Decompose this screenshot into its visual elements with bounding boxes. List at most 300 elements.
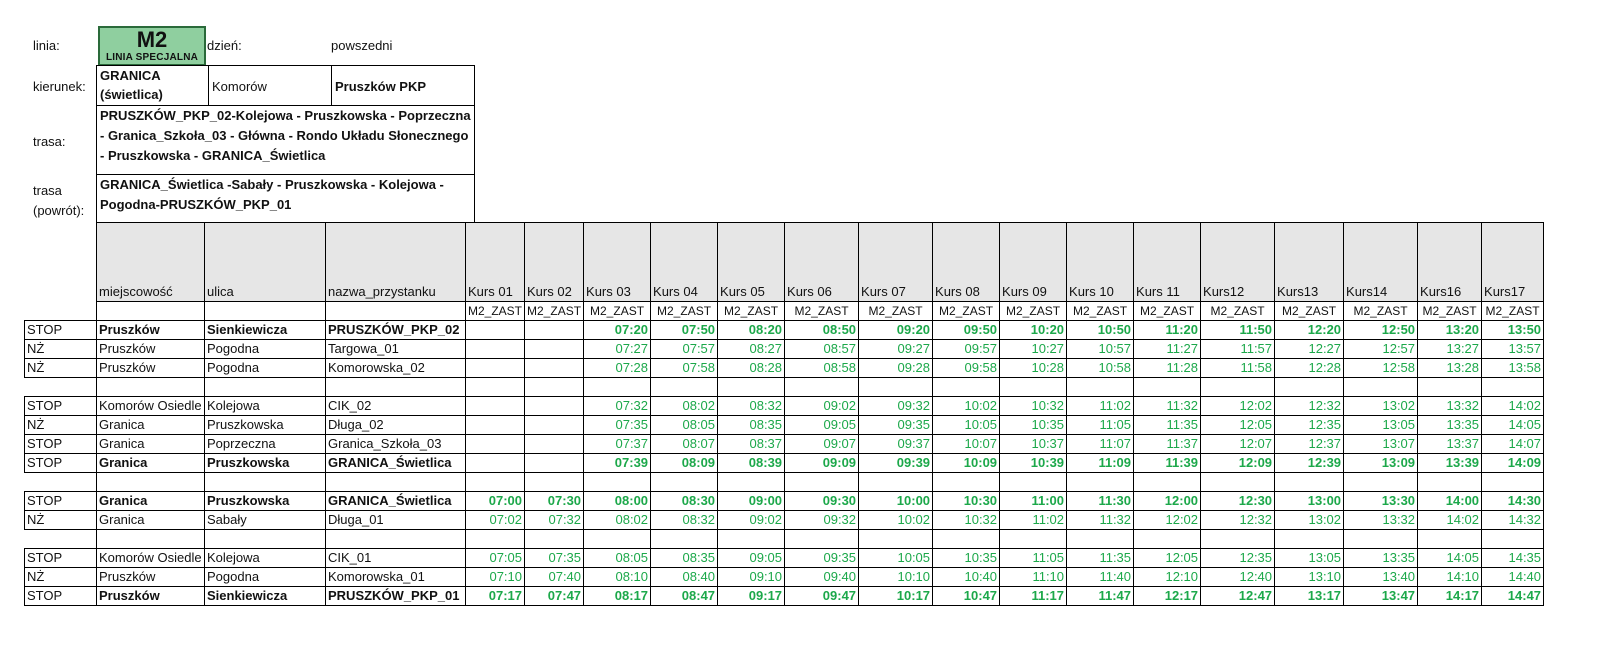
departure-time: 09:05 <box>785 416 859 435</box>
stop-type: STOP <box>25 587 97 606</box>
header-kurs: Kurs12 <box>1201 223 1275 302</box>
departure-time <box>525 416 584 435</box>
departure-time: 10:47 <box>933 587 1000 606</box>
departure-time: 09:02 <box>718 511 785 530</box>
departure-time: 11:02 <box>1000 511 1067 530</box>
departure-time: 12:35 <box>1275 416 1344 435</box>
gap-cell <box>584 473 651 492</box>
departure-time: 07:32 <box>525 511 584 530</box>
zast-label: M2_ZAST <box>525 302 584 321</box>
stop-row <box>25 416 1544 435</box>
departure-time: 10:09 <box>933 454 1000 473</box>
zast-label: M2_ZAST <box>1344 302 1418 321</box>
gap-cell <box>97 530 205 549</box>
kierunek-komorow: Komorów <box>208 65 332 106</box>
departure-time: 09:47 <box>785 587 859 606</box>
departure-time: 07:39 <box>584 454 651 473</box>
stop-ulica: Kolejowa <box>205 397 326 416</box>
dzien-label: dzień: <box>207 38 242 53</box>
zast-label: M2_ZAST <box>651 302 718 321</box>
departure-time: 09:30 <box>785 492 859 511</box>
departure-time: 14:07 <box>1482 435 1544 454</box>
departure-time: 13:35 <box>1418 416 1482 435</box>
departure-time: 11:35 <box>1134 416 1201 435</box>
stop-miejscowosc: Pruszków <box>97 587 205 606</box>
departure-time: 13:10 <box>1275 568 1344 587</box>
header-kurs: Kurs 02 <box>525 223 584 302</box>
departure-time: 10:32 <box>933 511 1000 530</box>
departure-time: 12:28 <box>1275 359 1344 378</box>
departure-time: 08:35 <box>651 549 718 568</box>
trasa-powrot-label: trasa (powrót): <box>33 183 85 218</box>
departure-time: 13:32 <box>1418 397 1482 416</box>
departure-time: 11:28 <box>1134 359 1201 378</box>
stop-miejscowosc: Pruszków <box>97 340 205 359</box>
departure-time: 10:20 <box>1000 321 1067 340</box>
gap-row <box>25 378 1544 397</box>
gap-cell <box>205 530 326 549</box>
departure-time: 13:00 <box>1275 492 1344 511</box>
departure-time: 11:39 <box>1134 454 1201 473</box>
stop-nazwa: Granica_Szkoła_03 <box>326 435 466 454</box>
departure-time: 12:40 <box>1201 568 1275 587</box>
departure-time: 13:09 <box>1344 454 1418 473</box>
departure-time: 13:05 <box>1344 416 1418 435</box>
gap-cell <box>933 473 1000 492</box>
departure-time: 10:00 <box>859 492 933 511</box>
departure-time: 08:32 <box>651 511 718 530</box>
departure-time: 10:39 <box>1000 454 1067 473</box>
departure-time: 08:02 <box>584 511 651 530</box>
departure-time: 13:07 <box>1344 435 1418 454</box>
departure-time: 13:28 <box>1418 359 1482 378</box>
departure-time: 09:05 <box>718 549 785 568</box>
stop-ulica: Pruszkowska <box>205 454 326 473</box>
gap-blank-cell <box>25 530 97 549</box>
departure-time: 08:58 <box>785 359 859 378</box>
departure-time: 07:35 <box>584 416 651 435</box>
gap-cell <box>785 378 859 397</box>
gap-cell <box>1201 473 1275 492</box>
departure-time: 09:35 <box>785 549 859 568</box>
timetable <box>24 222 1544 606</box>
departure-time <box>525 397 584 416</box>
departure-time <box>466 321 525 340</box>
logo-line-type: LINIA SPECJALNA <box>105 52 199 63</box>
departure-time: 14:02 <box>1418 511 1482 530</box>
zast-label: M2_ZAST <box>1000 302 1067 321</box>
departure-time: 07:17 <box>466 587 525 606</box>
departure-time: 13:02 <box>1344 397 1418 416</box>
departure-time: 10:35 <box>933 549 1000 568</box>
departure-time: 11:00 <box>1000 492 1067 511</box>
zast-label: M2_ZAST <box>1275 302 1344 321</box>
departure-time: 10:28 <box>1000 359 1067 378</box>
header-miejscowosc: miejscowość <box>97 223 205 302</box>
departure-time: 08:35 <box>718 416 785 435</box>
departure-time: 09:17 <box>718 587 785 606</box>
zast-label: M2_ZAST <box>1418 302 1482 321</box>
departure-time: 08:50 <box>785 321 859 340</box>
departure-time: 12:35 <box>1201 549 1275 568</box>
header-kurs: Kurs14 <box>1344 223 1418 302</box>
stop-ulica: Pruszkowska <box>205 416 326 435</box>
gap-cell <box>785 530 859 549</box>
header-kurs: Kurs17 <box>1482 223 1544 302</box>
departure-time: 12:58 <box>1344 359 1418 378</box>
kierunek-granica: GRANICA (świetlica) <box>96 65 209 106</box>
departure-time: 12:10 <box>1134 568 1201 587</box>
departure-time: 11:09 <box>1067 454 1134 473</box>
departure-time: 10:57 <box>1067 340 1134 359</box>
departure-time: 07:58 <box>651 359 718 378</box>
departure-time: 07:27 <box>584 340 651 359</box>
trasa-powrot-value: GRANICA_Świetlica -Sabały - Pruszkowska - Kolejowa - Pogodna-PRUSZKÓW_PKP_01 <box>96 174 475 223</box>
gap-cell <box>933 378 1000 397</box>
departure-time: 11:57 <box>1201 340 1275 359</box>
departure-time: 10:10 <box>859 568 933 587</box>
gap-cell <box>1000 530 1067 549</box>
departure-time: 11:05 <box>1000 549 1067 568</box>
zast-empty-cell <box>97 302 205 321</box>
departure-time: 09:02 <box>785 397 859 416</box>
stop-nazwa: GRANICA_Świetlica <box>326 492 466 511</box>
departure-time: 10:37 <box>1000 435 1067 454</box>
gap-cell <box>525 378 584 397</box>
gap-cell <box>584 378 651 397</box>
gap-cell <box>97 378 205 397</box>
departure-time: 08:00 <box>584 492 651 511</box>
stop-ulica: Pogodna <box>205 568 326 587</box>
stop-type: STOP <box>25 549 97 568</box>
departure-time <box>525 435 584 454</box>
departure-time: 09:32 <box>859 397 933 416</box>
departure-time: 07:28 <box>584 359 651 378</box>
departure-time: 11:20 <box>1134 321 1201 340</box>
departure-time: 14:30 <box>1482 492 1544 511</box>
zast-label: M2_ZAST <box>859 302 933 321</box>
gap-cell <box>466 530 525 549</box>
zast-label: M2_ZAST <box>466 302 525 321</box>
departure-time: 07:30 <box>525 492 584 511</box>
gap-cell <box>525 473 584 492</box>
departure-time: 14:40 <box>1482 568 1544 587</box>
gap-cell <box>1482 530 1544 549</box>
stop-type: STOP <box>25 454 97 473</box>
zast-blank-cell <box>25 302 97 321</box>
departure-time: 09:39 <box>859 454 933 473</box>
gap-cell <box>1067 530 1134 549</box>
departure-time <box>466 359 525 378</box>
linia-label: linia: <box>33 38 60 53</box>
departure-time: 12:57 <box>1344 340 1418 359</box>
gap-cell <box>1482 378 1544 397</box>
departure-time: 10:05 <box>859 549 933 568</box>
stop-miejscowosc: Pruszków <box>97 568 205 587</box>
departure-time: 12:05 <box>1201 416 1275 435</box>
stop-miejscowosc: Pruszków <box>97 359 205 378</box>
departure-time: 09:10 <box>718 568 785 587</box>
gap-cell <box>1000 378 1067 397</box>
departure-time: 11:17 <box>1000 587 1067 606</box>
stop-ulica: Sienkiewicza <box>205 321 326 340</box>
departure-time: 14:00 <box>1418 492 1482 511</box>
departure-time <box>466 340 525 359</box>
departure-time: 11:58 <box>1201 359 1275 378</box>
departure-time: 07:35 <box>525 549 584 568</box>
header-kurs: Kurs 09 <box>1000 223 1067 302</box>
departure-time: 12:00 <box>1134 492 1201 511</box>
stop-ulica: Pruszkowska <box>205 492 326 511</box>
departure-time: 10:35 <box>1000 416 1067 435</box>
departure-time: 10:32 <box>1000 397 1067 416</box>
departure-time: 08:10 <box>584 568 651 587</box>
header-kurs: Kurs 04 <box>651 223 718 302</box>
departure-time: 12:17 <box>1134 587 1201 606</box>
stop-row <box>25 435 1544 454</box>
departure-time: 10:58 <box>1067 359 1134 378</box>
gap-cell <box>1134 378 1201 397</box>
stop-row <box>25 359 1544 378</box>
trasa-label: trasa: <box>33 134 66 149</box>
header-kurs: Kurs13 <box>1275 223 1344 302</box>
departure-time: 13:17 <box>1275 587 1344 606</box>
gap-cell <box>651 473 718 492</box>
stop-type: NŻ <box>25 359 97 378</box>
stop-type: NŻ <box>25 511 97 530</box>
stop-row <box>25 454 1544 473</box>
departure-time: 12:32 <box>1201 511 1275 530</box>
departure-time: 13:37 <box>1418 435 1482 454</box>
departure-time: 10:02 <box>859 511 933 530</box>
gap-cell <box>1275 530 1344 549</box>
departure-time: 09:00 <box>718 492 785 511</box>
departure-time: 07:00 <box>466 492 525 511</box>
gap-cell <box>1344 378 1418 397</box>
departure-time: 08:57 <box>785 340 859 359</box>
kierunek-label: kierunek: <box>33 79 86 94</box>
departure-time: 09:40 <box>785 568 859 587</box>
departure-time: 09:57 <box>933 340 1000 359</box>
departure-time: 08:28 <box>718 359 785 378</box>
departure-time: 14:05 <box>1418 549 1482 568</box>
gap-cell <box>1418 378 1482 397</box>
gap-cell <box>651 530 718 549</box>
departure-time: 09:28 <box>859 359 933 378</box>
stop-miejscowosc: Granica <box>97 435 205 454</box>
departure-time: 14:02 <box>1482 397 1544 416</box>
departure-time <box>466 416 525 435</box>
departure-time: 07:50 <box>651 321 718 340</box>
departure-time: 13:20 <box>1418 321 1482 340</box>
logo-line-number: M2 <box>136 27 168 52</box>
departure-time <box>525 359 584 378</box>
header-kurs: Kurs 05 <box>718 223 785 302</box>
gap-cell <box>1000 473 1067 492</box>
departure-time: 07:40 <box>525 568 584 587</box>
departure-time: 14:10 <box>1418 568 1482 587</box>
gap-cell <box>1201 530 1275 549</box>
departure-time: 10:17 <box>859 587 933 606</box>
stop-type: STOP <box>25 397 97 416</box>
stop-miejscowosc: Pruszków <box>97 321 205 340</box>
departure-time: 09:58 <box>933 359 1000 378</box>
header-blank-cell <box>25 223 97 302</box>
departure-time: 13:27 <box>1418 340 1482 359</box>
departure-time: 13:05 <box>1275 549 1344 568</box>
gap-cell <box>205 378 326 397</box>
header-kurs: Kurs 11 <box>1134 223 1201 302</box>
gap-cell <box>785 473 859 492</box>
departure-time: 13:35 <box>1344 549 1418 568</box>
departure-time <box>525 340 584 359</box>
gap-cell <box>466 378 525 397</box>
gap-cell <box>1344 530 1418 549</box>
gap-cell <box>1275 473 1344 492</box>
departure-time: 12:05 <box>1134 549 1201 568</box>
zast-label: M2_ZAST <box>584 302 651 321</box>
departure-time: 08:39 <box>718 454 785 473</box>
gap-row <box>25 473 1544 492</box>
stop-row <box>25 397 1544 416</box>
departure-time: 08:17 <box>584 587 651 606</box>
column-header-row <box>25 223 1544 302</box>
departure-time: 09:09 <box>785 454 859 473</box>
gap-cell <box>97 473 205 492</box>
stop-miejscowosc: Granica <box>97 454 205 473</box>
stop-miejscowosc: Komorów Osiedle <box>97 549 205 568</box>
departure-time: 14:09 <box>1482 454 1544 473</box>
departure-time: 11:50 <box>1201 321 1275 340</box>
stop-type: NŻ <box>25 340 97 359</box>
departure-time: 12:27 <box>1275 340 1344 359</box>
departure-time: 10:02 <box>933 397 1000 416</box>
gap-cell <box>1067 473 1134 492</box>
departure-time: 07:32 <box>584 397 651 416</box>
departure-time: 13:57 <box>1482 340 1544 359</box>
departure-time: 12:47 <box>1201 587 1275 606</box>
departure-time <box>525 321 584 340</box>
stop-type: NŻ <box>25 568 97 587</box>
departure-time: 11:32 <box>1067 511 1134 530</box>
departure-time: 10:07 <box>933 435 1000 454</box>
trasa-value: PRUSZKÓW_PKP_02-Kolejowa - Pruszkowska - Poprzeczna - Granica_Szkoła_03 - Główna - Rondo Układu Słonecznego - Pruszkowska - GRANICA_Świetlica <box>96 105 475 175</box>
departure-time: 10:27 <box>1000 340 1067 359</box>
stop-miejscowosc: Granica <box>97 416 205 435</box>
departure-time: 11:32 <box>1134 397 1201 416</box>
dzien-value: powszedni <box>331 38 393 53</box>
departure-time: 13:50 <box>1482 321 1544 340</box>
zast-label: M2_ZAST <box>1067 302 1134 321</box>
departure-time: 11:05 <box>1067 416 1134 435</box>
departure-time: 11:35 <box>1067 549 1134 568</box>
departure-time: 08:27 <box>718 340 785 359</box>
gap-cell <box>718 378 785 397</box>
departure-time: 07:10 <box>466 568 525 587</box>
departure-time: 11:10 <box>1000 568 1067 587</box>
zast-label: M2_ZAST <box>785 302 859 321</box>
departure-time: 13:30 <box>1344 492 1418 511</box>
departure-time: 08:05 <box>651 416 718 435</box>
stop-row <box>25 587 1544 606</box>
departure-time: 08:09 <box>651 454 718 473</box>
zast-label: M2_ZAST <box>1201 302 1275 321</box>
departure-time: 13:58 <box>1482 359 1544 378</box>
departure-time: 07:37 <box>584 435 651 454</box>
stop-ulica: Sabały <box>205 511 326 530</box>
stop-row <box>25 321 1544 340</box>
departure-time: 14:47 <box>1482 587 1544 606</box>
departure-time: 10:05 <box>933 416 1000 435</box>
departure-time: 10:30 <box>933 492 1000 511</box>
gap-cell <box>651 378 718 397</box>
gap-cell <box>1067 378 1134 397</box>
gap-cell <box>1418 473 1482 492</box>
departure-time: 13:32 <box>1344 511 1418 530</box>
stop-miejscowosc: Komorów Osiedle <box>97 397 205 416</box>
departure-time: 08:40 <box>651 568 718 587</box>
gap-blank-cell <box>25 378 97 397</box>
stop-ulica: Sienkiewicza <box>205 587 326 606</box>
stop-nazwa: Długa_02 <box>326 416 466 435</box>
departure-time: 14:05 <box>1482 416 1544 435</box>
stop-ulica: Poprzeczna <box>205 435 326 454</box>
gap-cell <box>1482 473 1544 492</box>
gap-cell <box>326 473 466 492</box>
departure-time: 07:05 <box>466 549 525 568</box>
stop-type: STOP <box>25 321 97 340</box>
departure-time: 13:47 <box>1344 587 1418 606</box>
departure-time: 11:47 <box>1067 587 1134 606</box>
header-ulica: ulica <box>205 223 326 302</box>
gap-cell <box>859 530 933 549</box>
departure-time: 08:20 <box>718 321 785 340</box>
departure-time: 11:27 <box>1134 340 1201 359</box>
stop-row <box>25 568 1544 587</box>
departure-time: 11:30 <box>1067 492 1134 511</box>
departure-time: 07:20 <box>584 321 651 340</box>
stop-nazwa: PRUSZKÓW_PKP_02 <box>326 321 466 340</box>
kierunek-pruszkow: Pruszków PKP <box>331 65 475 106</box>
departure-time: 09:50 <box>933 321 1000 340</box>
stop-row <box>25 511 1544 530</box>
departure-time: 14:35 <box>1482 549 1544 568</box>
gap-row <box>25 530 1544 549</box>
departure-time: 12:50 <box>1344 321 1418 340</box>
gap-cell <box>1344 473 1418 492</box>
departure-time: 12:39 <box>1275 454 1344 473</box>
zast-row <box>25 302 1544 321</box>
stop-type: STOP <box>25 492 97 511</box>
departure-time: 10:40 <box>933 568 1000 587</box>
header-kurs: Kurs16 <box>1418 223 1482 302</box>
stop-row <box>25 492 1544 511</box>
header-kurs: Kurs 06 <box>785 223 859 302</box>
departure-time: 12:02 <box>1134 511 1201 530</box>
stop-nazwa: Długa_01 <box>326 511 466 530</box>
gap-cell <box>1134 530 1201 549</box>
departure-time: 08:32 <box>718 397 785 416</box>
departure-time: 12:30 <box>1201 492 1275 511</box>
departure-time <box>466 435 525 454</box>
stop-row <box>25 340 1544 359</box>
departure-time: 09:35 <box>859 416 933 435</box>
departure-time: 12:20 <box>1275 321 1344 340</box>
departure-time: 12:32 <box>1275 397 1344 416</box>
header-kurs: Kurs 10 <box>1067 223 1134 302</box>
departure-time: 07:47 <box>525 587 584 606</box>
line-logo <box>98 26 206 66</box>
